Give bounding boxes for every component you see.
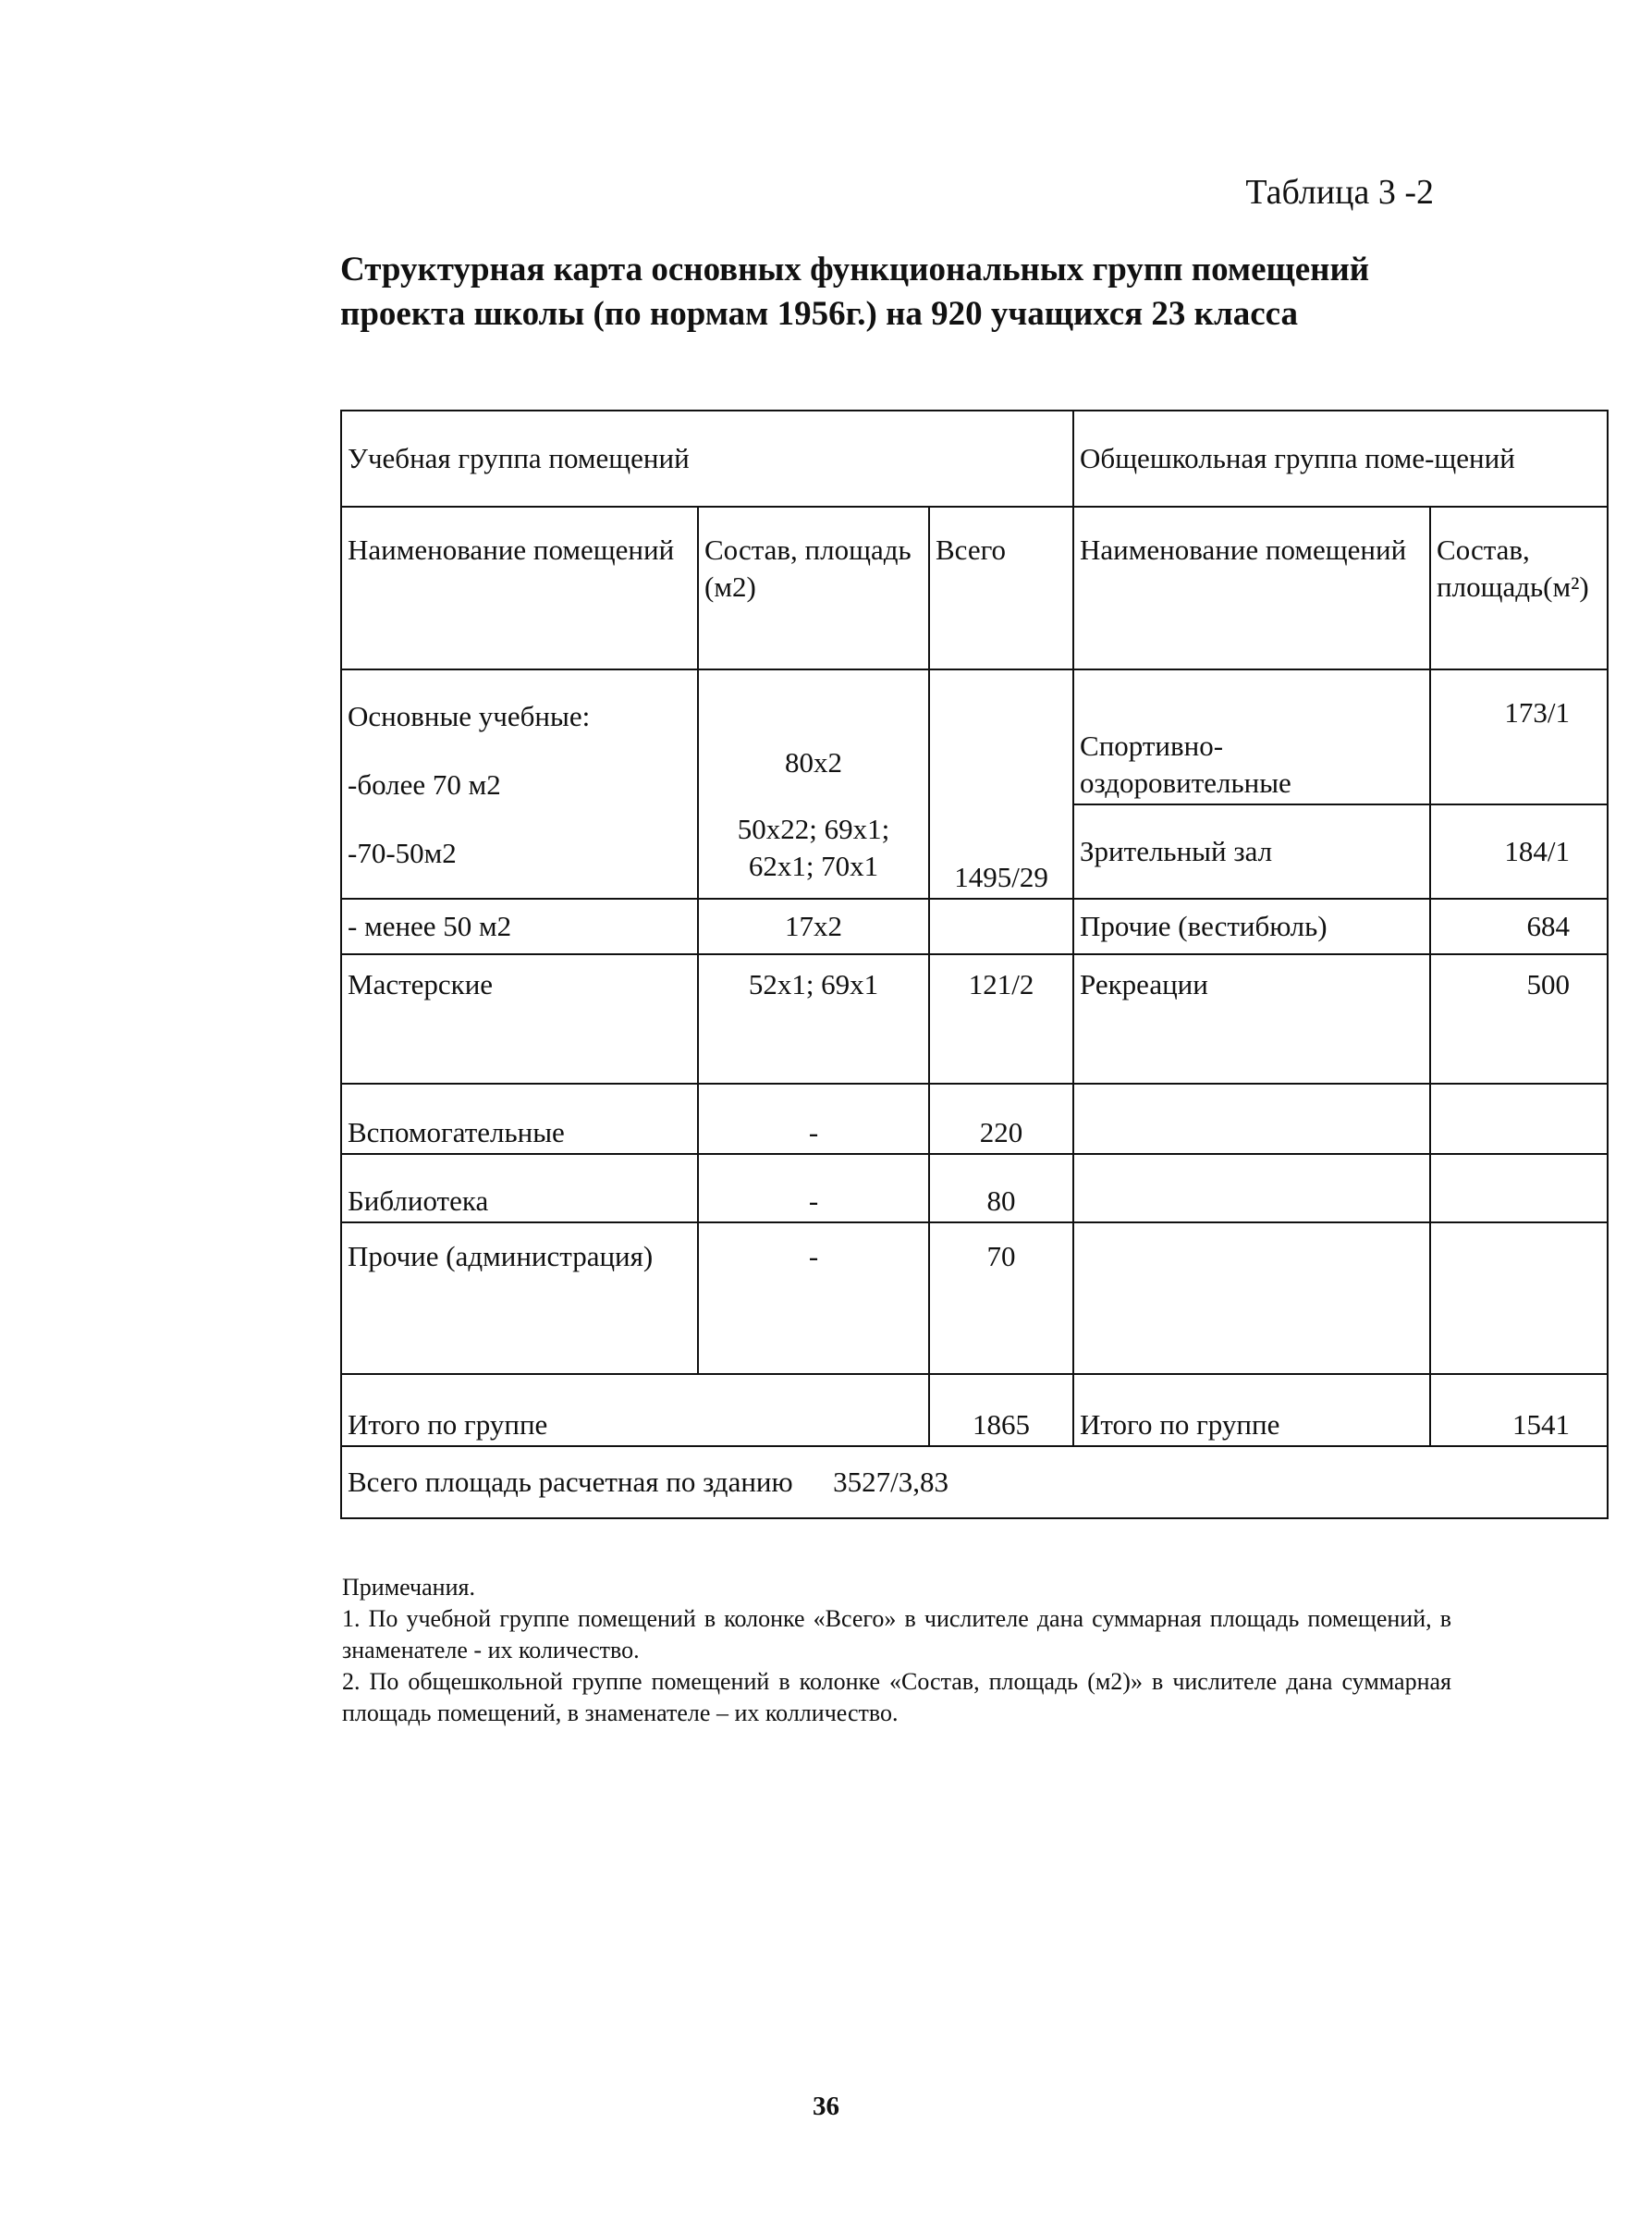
main-sostav-cell [698,669,929,899]
less-50-label: - менее 50 м2 [341,899,698,954]
table-row [341,1084,1608,1154]
table-label: Таблица 3 -2 [1245,173,1434,212]
note-2: 2. По общешкольной группе помещений в колонке «Состав, площадь (м2)» в числителе дана суммарная площадь помещений, в знаменателе – их колличество. [342,1668,1451,1726]
grand-total-row [341,1446,1608,1518]
document-title [340,248,1450,337]
70-50-label: -70-50м2 [348,837,457,869]
grand-total-cell [341,1446,1608,1518]
table-row [341,669,1608,804]
empty-cell [1073,1084,1430,1154]
table-row [341,1222,1608,1374]
library-total: 80 [929,1154,1073,1222]
library-sostav: - [698,1154,929,1222]
hall-value: 184/1 [1430,804,1608,899]
left-total-label: Итого по группе [341,1374,929,1446]
left-total-value: 1865 [929,1374,1073,1446]
empty-cell [1430,1154,1608,1222]
empty-cell [1430,1084,1608,1154]
aux-label: Вспомогательные [341,1084,698,1154]
main-classrooms-cell [341,669,698,899]
sport-value: 173/1 [1430,669,1608,804]
less-50-total [929,899,1073,954]
header-sostav-right: Состав, площадь(м²) [1430,507,1608,669]
header-name: Наименование помещений [341,507,698,669]
header-name-right: Наименование помещений [1073,507,1430,669]
vestibule-label: Прочие (вестибюль) [1073,899,1430,954]
less-50-sostav: 17х2 [698,899,929,954]
table-row [341,954,1608,1084]
page-number: 36 [813,2092,839,2121]
other-admin-sostav: - [698,1222,929,1374]
aux-total: 220 [929,1084,1073,1154]
right-total-label: Итого по группе [1073,1374,1430,1446]
more-70-sostav: 80х2 [785,746,842,779]
group-total-row [341,1374,1608,1446]
notes [342,1572,1451,1729]
more-70-label: -более 70 м2 [348,768,501,801]
workshops-sostav: 52х1; 69х1 [698,954,929,1084]
table-row [341,1154,1608,1222]
group-right-header: Общешкольная группа поме-щений [1073,411,1608,507]
note-1: 1. По учебной группе помещений в колонке «Всего» в числителе дана суммарная площадь помещений, в знаменателе - их количество. [342,1605,1451,1663]
70-50-sostav: 50х22; 69х1; 62х1; 70х1 [737,813,890,882]
right-total-value: 1541 [1430,1374,1608,1446]
empty-cell [1073,1222,1430,1374]
grand-total-value: 3527/3,83 [833,1466,949,1498]
rooms-table [340,410,1609,1519]
title-line-2: проекта школы (по нормам 1956г.) на 920 учащихся 23 класса [340,295,1299,333]
group-header-row [341,411,1608,507]
main-classrooms-label: Основные учебные: [348,700,591,732]
title-line-1: Структурная карта основных функциональных групп помещений [340,251,1370,288]
column-header-row [341,507,1608,669]
empty-cell [1073,1154,1430,1222]
empty-cell [1430,1222,1608,1374]
aux-sostav: - [698,1084,929,1154]
workshops-label: Мастерские [341,954,698,1084]
recreation-value: 500 [1430,954,1608,1084]
recreation-label: Рекреации [1073,954,1430,1084]
header-vsego: Всего [929,507,1073,669]
notes-heading: Примечания. [342,1574,475,1601]
group-left-header: Учебная группа помещений [341,411,1073,507]
other-admin-label: Прочие (администрация) [341,1222,698,1374]
hall-label: Зрительный зал [1073,804,1430,899]
grand-total-label: Всего площадь расчетная по зданию [348,1466,793,1498]
workshops-total: 121/2 [929,954,1073,1084]
main-total: 1495/29 [929,669,1073,899]
sport-label: Спортивно-оздоровительные [1073,669,1430,804]
other-admin-total: 70 [929,1222,1073,1374]
table-row [341,899,1608,954]
vestibule-value: 684 [1430,899,1608,954]
header-sostav: Состав, площадь (м2) [698,507,929,669]
library-label: Библиотека [341,1154,698,1222]
